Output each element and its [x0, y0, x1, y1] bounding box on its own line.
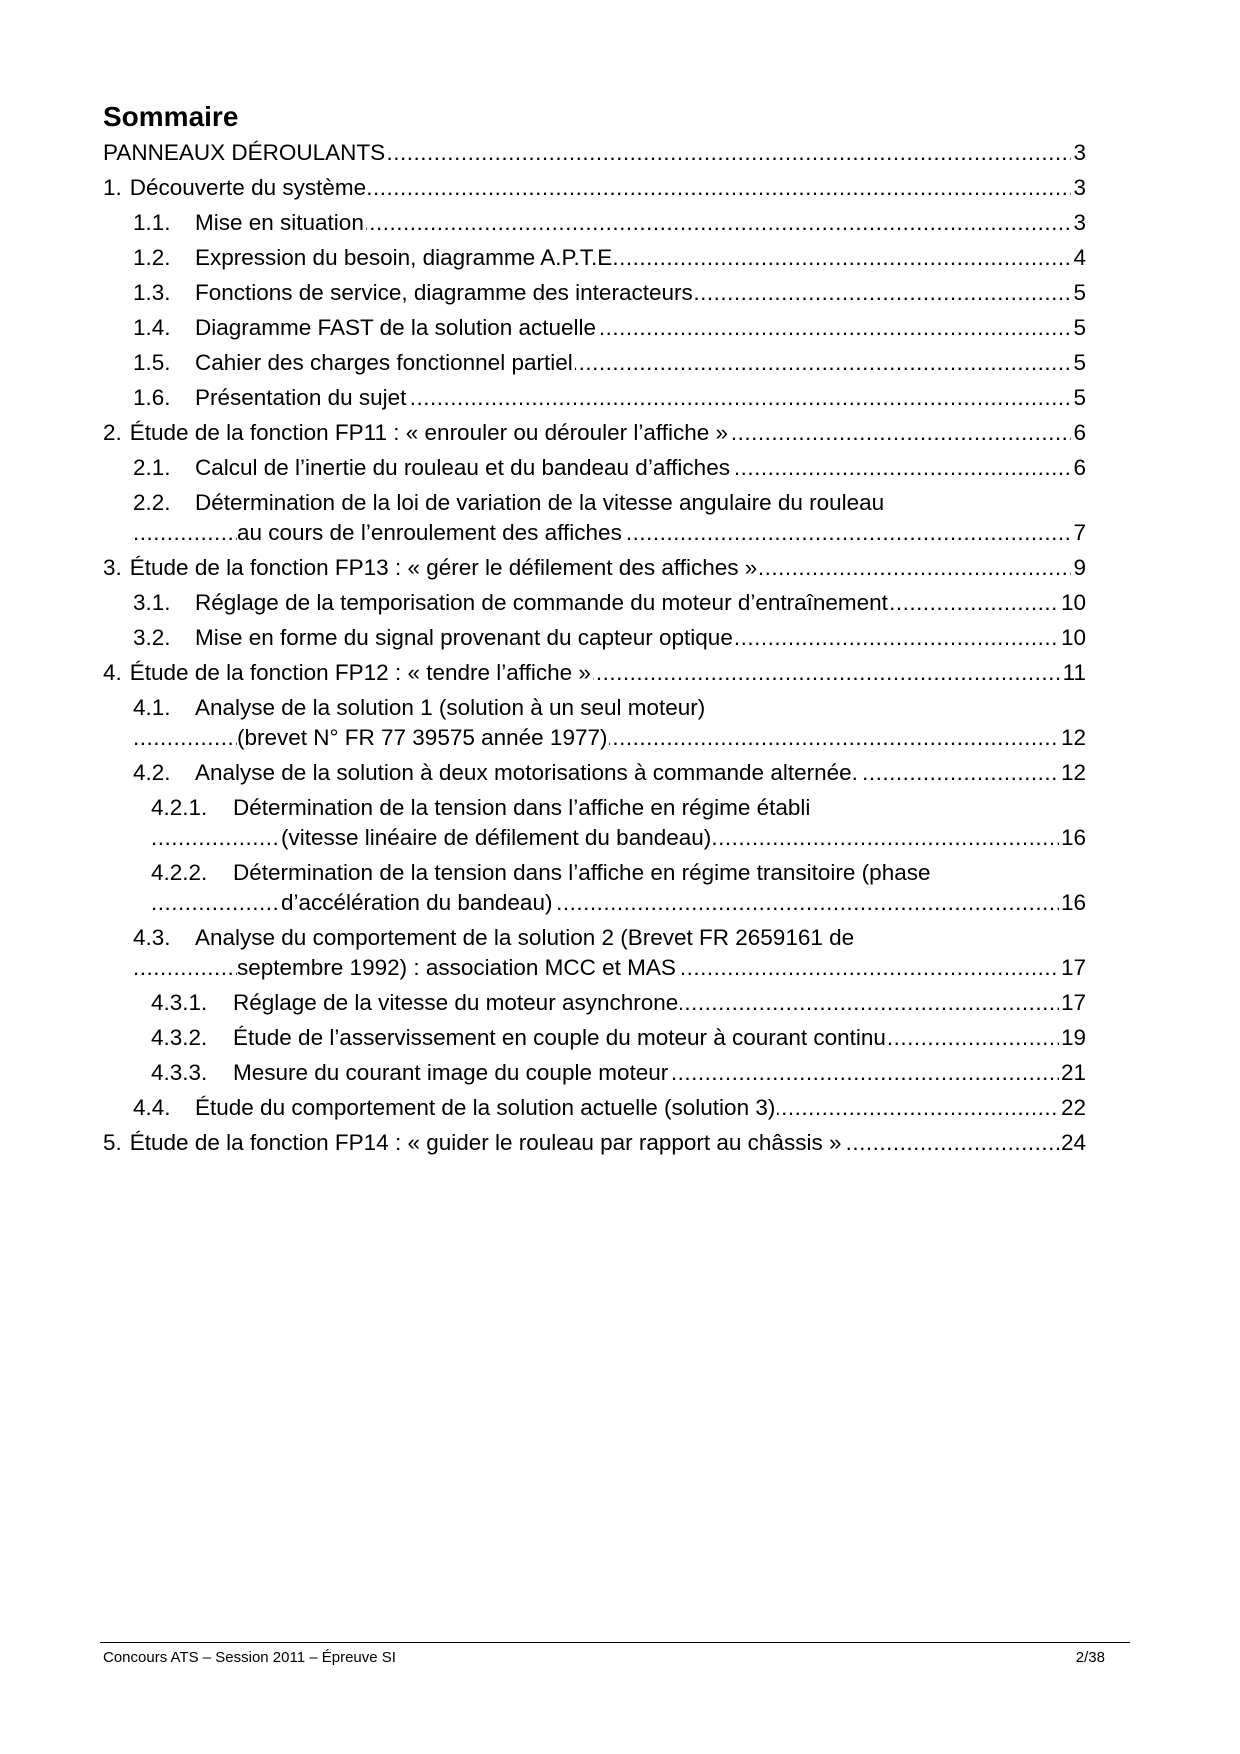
toc-entry-title: Fonctions de service, diagramme des interacteurs — [195, 280, 693, 305]
toc-entry-title: Réglage de la temporisation de commande du moteur d’entraînement — [195, 590, 888, 615]
toc-entry[interactable] — [103, 553, 1086, 583]
toc-entry-page: 19 — [1059, 1023, 1086, 1053]
toc-entry-number: 3.1. — [133, 590, 171, 615]
toc-entry-number: 1. — [103, 175, 122, 200]
toc-entry-number: 1.3. — [133, 280, 171, 305]
toc-entry-page: 11 — [1061, 658, 1086, 688]
toc-entry-title: Diagramme FAST de la solution actuelle — [195, 315, 597, 340]
toc-entry[interactable] — [103, 383, 1086, 413]
toc-entry-title: d’accélération du bandeau) — [281, 890, 553, 915]
toc-entry-title: septembre 1992) : association MCC et MAS — [237, 955, 676, 980]
toc-entry-number: 1.5. — [133, 350, 171, 375]
toc-entry[interactable] — [103, 1058, 1086, 1088]
toc-entry[interactable] — [103, 758, 1086, 788]
toc-entry-number: 1.2. — [133, 245, 171, 270]
toc-entry-page: 21 — [1059, 1058, 1086, 1088]
toc-entry[interactable] — [103, 1023, 1086, 1053]
toc-entry[interactable] — [103, 988, 1086, 1018]
toc-entry-page: 9 — [1071, 553, 1086, 583]
toc-entry[interactable] — [103, 658, 1086, 688]
toc-entry-number: 2.2. — [133, 490, 171, 515]
footer-page-number: 2/38 — [1075, 1649, 1105, 1666]
toc-entry-page: 22 — [1059, 1093, 1086, 1123]
toc-entry-title: au cours de l’enroulement des affiches — [237, 520, 622, 545]
toc-entry-page: 6 — [1071, 453, 1086, 483]
toc-entry-title: Détermination de la tension dans l’affiche en régime établi — [233, 795, 811, 820]
toc-entry-page: 12 — [1059, 723, 1086, 753]
toc-entry-page: 12 — [1059, 758, 1086, 788]
toc-entry-page: 24 — [1059, 1128, 1086, 1158]
toc-entry-page: 5 — [1071, 348, 1086, 378]
toc-entry-title: Mise en situation — [195, 210, 364, 235]
toc-entry-number: 4.1. — [133, 695, 171, 720]
toc-entry-number: 4.2.1. — [151, 795, 208, 820]
toc-entry-page: 10 — [1059, 623, 1086, 653]
table-of-contents — [103, 138, 1086, 1163]
toc-entry[interactable] — [103, 138, 1086, 168]
toc-entry[interactable] — [103, 693, 1086, 753]
toc-entry-number: 4.3.1. — [151, 990, 208, 1015]
toc-entry-title: Analyse de la solution à deux motorisations à commande alternée. — [195, 760, 858, 785]
toc-entry-title: Présentation du sujet — [195, 385, 407, 410]
toc-entry[interactable] — [103, 453, 1086, 483]
toc-entry-title: Réglage de la vitesse du moteur asynchrone — [233, 990, 679, 1015]
toc-entry[interactable] — [103, 623, 1086, 653]
toc-entry-number: 3.2. — [133, 625, 171, 650]
toc-entry[interactable] — [103, 348, 1086, 378]
toc-entry-number: 4. — [103, 660, 122, 685]
toc-entry-title: PANNEAUX DÉROULANTS — [103, 140, 386, 165]
toc-entry-number: 1.4. — [133, 315, 171, 340]
toc-entry-number: 4.2. — [133, 760, 171, 785]
toc-entry-page: 3 — [1071, 173, 1086, 203]
toc-entry-page: 6 — [1071, 418, 1086, 448]
toc-entry[interactable] — [103, 173, 1086, 203]
toc-entry-title: Mise en forme du signal provenant du capteur optique — [195, 625, 733, 650]
toc-entry-page: 16 — [1059, 888, 1086, 918]
toc-entry[interactable] — [103, 1128, 1086, 1158]
toc-entry-title: (brevet N° FR 77 39575 année 1977) — [237, 725, 608, 750]
toc-entry[interactable] — [103, 243, 1086, 273]
toc-entry-number: 3. — [103, 555, 122, 580]
toc-entry-page: 17 — [1059, 953, 1086, 983]
toc-entry-title: Étude de la fonction FP13 : « gérer le défilement des affiches » — [129, 555, 758, 580]
toc-entry[interactable] — [103, 858, 1086, 918]
toc-entry-page: 10 — [1059, 588, 1086, 618]
toc-entry-number: 4.4. — [133, 1095, 171, 1120]
toc-entry-number: 5. — [103, 1130, 122, 1155]
toc-entry-page: 3 — [1071, 138, 1086, 168]
toc-entry-page: 17 — [1059, 988, 1086, 1018]
toc-entry-page: 3 — [1071, 208, 1086, 238]
toc-entry[interactable] — [103, 1093, 1086, 1123]
toc-entry-title: Détermination de la tension dans l’affiche en régime transitoire (phase — [233, 860, 931, 885]
toc-entry-title: Étude de la fonction FP12 : « tendre l’affiche » — [129, 660, 591, 685]
footer-divider — [100, 1642, 1130, 1643]
toc-entry-title: Calcul de l’inertie du rouleau et du bandeau d’affiches — [195, 455, 730, 480]
footer-exam-label: Concours ATS – Session 2011 – Épreuve SI — [103, 1649, 396, 1666]
toc-entry[interactable] — [103, 793, 1086, 853]
toc-entry-page: 5 — [1071, 278, 1086, 308]
toc-entry-page: 5 — [1071, 383, 1086, 413]
toc-entry-title: (vitesse linéaire de défilement du bandeau) — [281, 825, 712, 850]
toc-entry-title: Analyse du comportement de la solution 2 (Brevet FR 2659161 de — [195, 925, 855, 950]
toc-entry-number: 4.3. — [133, 925, 171, 950]
toc-entry-number: 1.1. — [133, 210, 171, 235]
toc-entry-title: Expression du besoin, diagramme A.P.T.E. — [195, 245, 619, 270]
toc-entry-number: 2. — [103, 420, 122, 445]
toc-entry-title: Mesure du courant image du couple moteur — [233, 1060, 669, 1085]
toc-entry-number: 2.1. — [133, 455, 171, 480]
toc-entry-number: 4.2.2. — [151, 860, 208, 885]
toc-entry-title: Étude du comportement de la solution actuelle (solution 3) — [195, 1095, 776, 1120]
toc-entry-page: 7 — [1071, 518, 1086, 548]
page-title: Sommaire — [103, 101, 239, 132]
toc-entry-title: Cahier des charges fonctionnel partiel — [195, 350, 573, 375]
toc-entry-title: Étude de la fonction FP14 : « guider le rouleau par rapport au châssis » — [129, 1130, 842, 1155]
toc-entry[interactable] — [103, 418, 1086, 448]
toc-entry-title: Étude de la fonction FP11 : « enrouler ou dérouler l’affiche » — [129, 420, 729, 445]
toc-entry[interactable] — [103, 923, 1086, 983]
toc-entry-number: 4.3.3. — [151, 1060, 208, 1085]
toc-entry-page: 5 — [1071, 313, 1086, 343]
toc-entry-title: Découverte du système — [129, 175, 367, 200]
toc-entry-title: Détermination de la loi de variation de la vitesse angulaire du rouleau — [195, 490, 885, 515]
toc-entry[interactable] — [103, 208, 1086, 238]
toc-entry-title: Étude de l’asservissement en couple du moteur à courant continu — [233, 1025, 886, 1050]
toc-entry-page: 4 — [1071, 243, 1086, 273]
toc-entry[interactable] — [103, 588, 1086, 618]
toc-entry-title: Analyse de la solution 1 (solution à un seul moteur) — [195, 695, 706, 720]
toc-entry[interactable] — [103, 278, 1086, 308]
toc-entry-page: 16 — [1059, 823, 1086, 853]
toc-entry[interactable] — [103, 488, 1086, 548]
toc-entry[interactable] — [103, 313, 1086, 343]
toc-entry-number: 1.6. — [133, 385, 171, 410]
toc-entry-number: 4.3.2. — [151, 1025, 208, 1050]
